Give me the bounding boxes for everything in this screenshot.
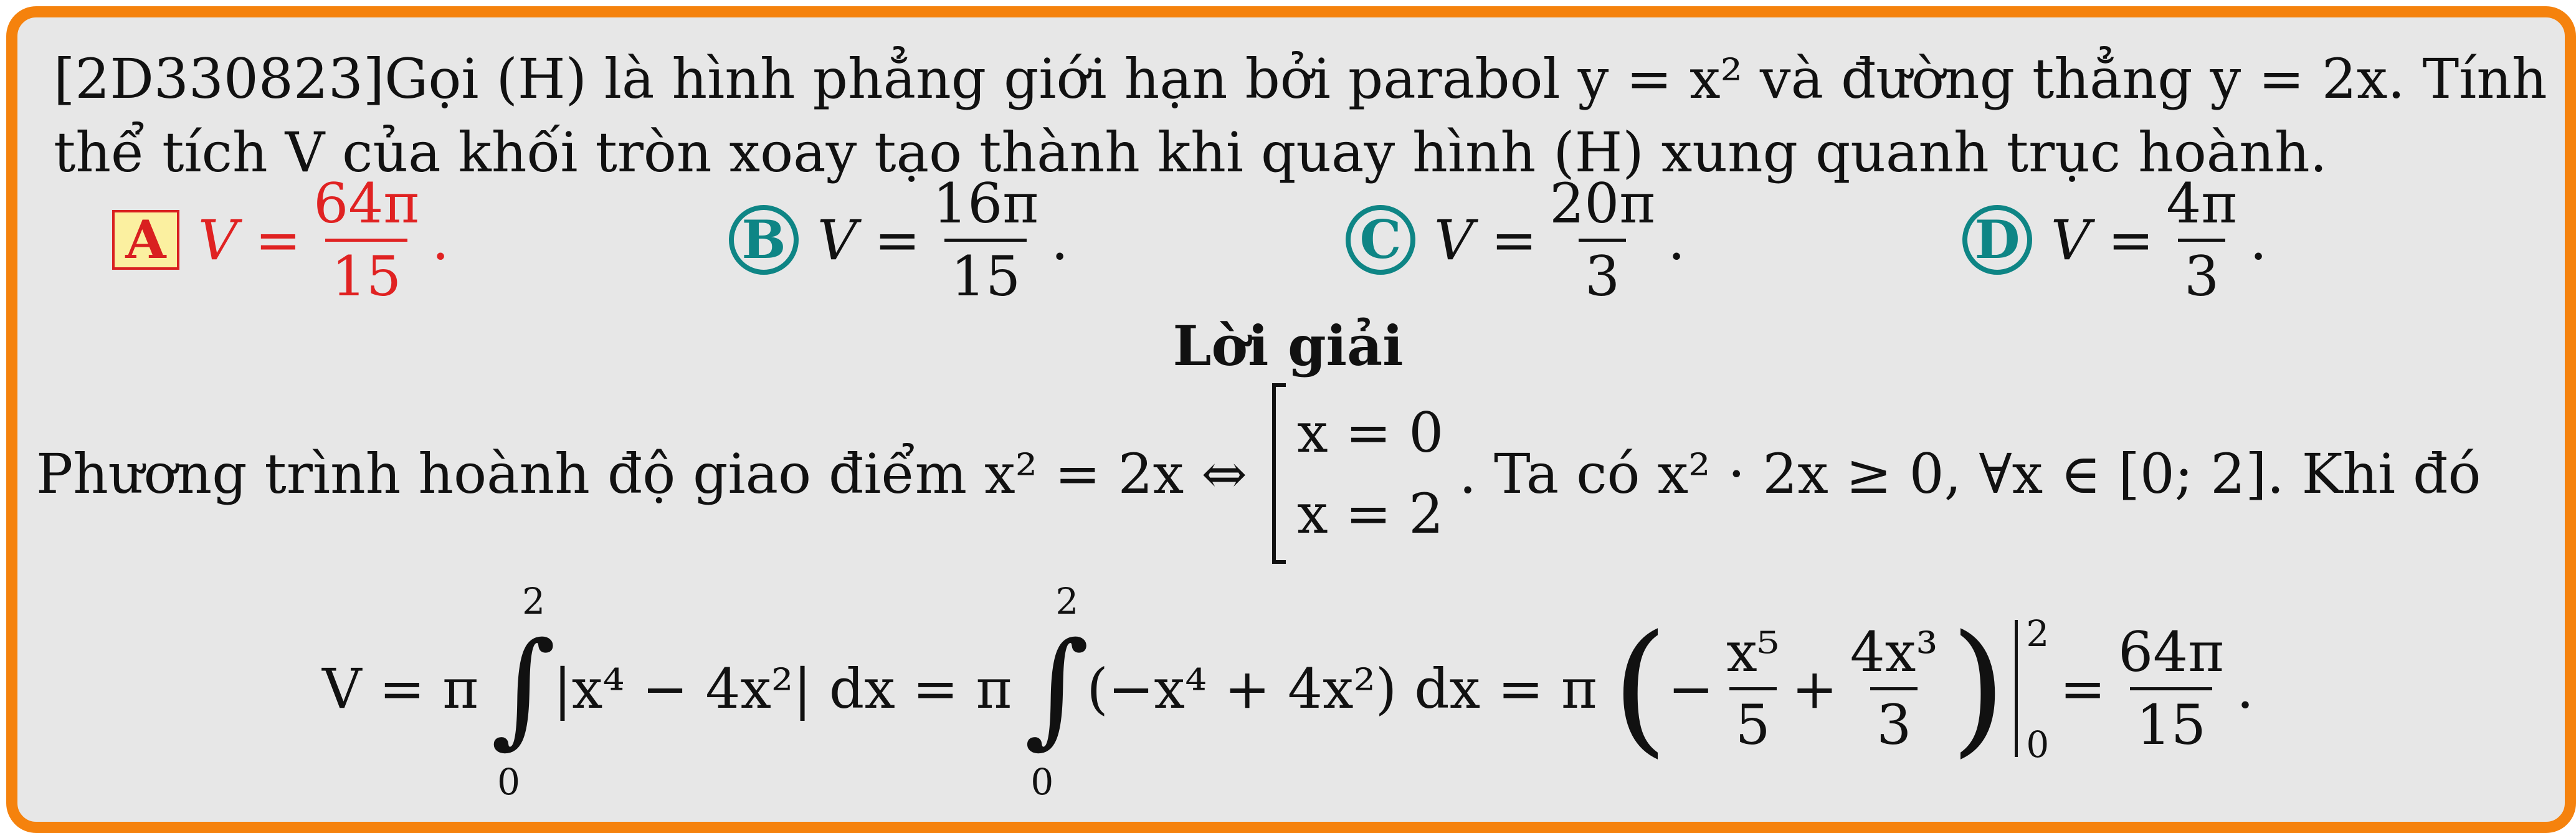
option-b-numerator: 16π bbox=[933, 171, 1039, 236]
fraction-x5-over-5 bbox=[1720, 621, 1785, 756]
integral-1-lower: 0 bbox=[497, 761, 521, 803]
result-fraction bbox=[2112, 621, 2230, 756]
solution-line bbox=[36, 374, 2540, 573]
option-c-lhs: V = bbox=[1434, 207, 1538, 272]
option-a-lhs: V = bbox=[198, 207, 302, 272]
integral-2-upper: 2 bbox=[1055, 580, 1079, 622]
case-2: x = 2 bbox=[1297, 482, 1444, 546]
result-denominator: 15 bbox=[2130, 687, 2212, 756]
option-b-badge: B bbox=[729, 205, 799, 275]
frac2-denominator: 3 bbox=[1870, 687, 1918, 756]
answer-options bbox=[0, 168, 2576, 312]
integral-2-lower: 0 bbox=[1030, 761, 1054, 803]
integral-1-upper: 2 bbox=[522, 580, 546, 622]
solution-title: Lời giải bbox=[1172, 313, 1404, 378]
option-d[interactable] bbox=[1962, 168, 2267, 312]
evaluation-bar bbox=[2011, 607, 2055, 769]
option-c-numerator: 20π bbox=[1549, 171, 1656, 236]
integral-1 bbox=[485, 580, 556, 803]
left-paren-icon: ( bbox=[1612, 605, 1668, 771]
option-c-fraction bbox=[1543, 173, 1661, 308]
frac1-denominator: 5 bbox=[1729, 687, 1777, 756]
option-a-fraction bbox=[307, 173, 425, 308]
eval-upper: 2 bbox=[2026, 612, 2050, 655]
option-d-denominator: 3 bbox=[2178, 239, 2225, 308]
integrand-2: (−x⁴ + 4x²) dx = π bbox=[1086, 656, 1597, 721]
option-d-end: . bbox=[2250, 207, 2268, 272]
option-a[interactable] bbox=[112, 168, 449, 312]
option-d-fraction bbox=[2160, 173, 2243, 308]
integral-2 bbox=[1018, 580, 1090, 803]
option-d-numerator: 4π bbox=[2166, 171, 2238, 236]
option-b-lhs: V = bbox=[817, 207, 921, 272]
option-a-badge: A bbox=[112, 210, 179, 270]
equals-sign: = bbox=[2060, 656, 2106, 721]
fraction-4x3-over-3 bbox=[1844, 621, 1944, 756]
frac1-numerator: x⁵ bbox=[1726, 619, 1780, 684]
option-b-end: . bbox=[1051, 207, 1069, 272]
option-b-denominator: 15 bbox=[944, 239, 1027, 308]
problem-line-1: [2D330823]Gọi (H) là hình phẳng giới hạn bởi parabol y = x² và đường thẳng y = 2x. Tính bbox=[54, 47, 2547, 111]
option-d-badge: D bbox=[1962, 205, 2032, 275]
minus-sign: − bbox=[1668, 656, 1714, 721]
result-numerator: 64π bbox=[2118, 619, 2224, 684]
bracket-glyph bbox=[1272, 383, 1286, 564]
frac2-numerator: 4x³ bbox=[1850, 619, 1938, 684]
option-b[interactable] bbox=[729, 168, 1068, 312]
integral-sign-icon: ∫ bbox=[491, 616, 556, 761]
volume-formula bbox=[0, 573, 2576, 804]
plus-sign: + bbox=[1792, 656, 1838, 721]
option-a-numerator: 64π bbox=[313, 171, 420, 236]
option-c[interactable] bbox=[1346, 168, 1685, 312]
integral-sign-icon: ∫ bbox=[1024, 616, 1090, 761]
option-a-end: . bbox=[432, 207, 450, 272]
solution-intro: Phương trình hoành độ giao điểm x² = 2x ⇔ bbox=[36, 441, 1247, 506]
formula-part-1: V = π bbox=[322, 656, 479, 721]
solution-after: . Ta có x² · 2x ≥ 0, ∀x ∈ [0; 2]. Khi đó bbox=[1459, 441, 2481, 506]
option-a-denominator: 15 bbox=[325, 239, 407, 308]
evaluation-bar-line bbox=[2015, 620, 2018, 757]
option-c-denominator: 3 bbox=[1579, 239, 1626, 308]
option-b-fraction bbox=[926, 173, 1045, 308]
option-d-lhs: V = bbox=[2051, 207, 2154, 272]
option-c-end: . bbox=[1668, 207, 1686, 272]
problem-statement bbox=[54, 42, 2558, 189]
integrand-1: |x⁴ − 4x²| dx = π bbox=[553, 656, 1012, 721]
case-1: x = 0 bbox=[1297, 401, 1444, 465]
option-c-badge: C bbox=[1346, 205, 1415, 275]
right-paren-icon: ) bbox=[1950, 605, 2007, 771]
case-bracket bbox=[1272, 383, 1459, 564]
problem-line-2: thể tích V của khối tròn xoay tạo thành khi quay hình (H) xung quanh trục hoành. bbox=[54, 120, 2327, 184]
eval-lower: 0 bbox=[2026, 723, 2050, 766]
formula-end: . bbox=[2236, 656, 2254, 721]
